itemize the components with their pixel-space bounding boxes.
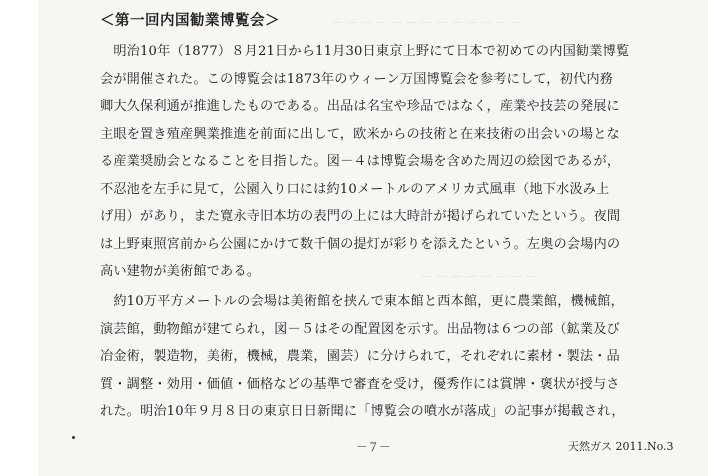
text-line: げ用）があり，また寛永寺旧本坊の表門の上には大時計が掲げられていたという。夜間: [100, 209, 621, 224]
text-line: 主眼を置き殖産興業推進を前面に出して，欧米からの技術と在来技術の出会いの場とな: [100, 126, 620, 142]
page-margin-strip: [0, 0, 38, 476]
text-line: 卿大久保利通が推進したものである。出品は名宝や珍品ではなく，産業や技芸の発展に: [100, 99, 620, 114]
text-line: 会が開催された。この博覧会は1873年のウィーン万国博覧会を参考にして，初代内務: [100, 71, 613, 87]
scan-speck: [72, 436, 75, 439]
section-heading: ＜第一回内国勧業博覧会＞: [100, 12, 280, 29]
text-line: 高い建物が美術館である。: [100, 264, 261, 279]
text-line: れた。明治10年９月８日の東京日日新聞に「博覧会の噴水が落成」の記事が掲載され，: [100, 404, 625, 419]
text-line: 不忍池を左手に見て，公園入り口には約10メートルのアメリカ式風車（地下水汲み上: [100, 181, 610, 197]
text-line: 明治10年（1877）８月21日から11月30日東京上野にて日本で初めての内国勧業博覧: [100, 44, 630, 59]
page-number: －７－: [356, 440, 391, 454]
text-line: 冶金術，製造物，美術，機械，農業，園芸）に分けられて，それぞれに素材・製法・品: [100, 349, 620, 364]
journal-footer: 天然ガス 2011.No.3: [568, 440, 674, 453]
text-line: る産業奨励会となることを目指した。図－４は博覧会場を含めた周辺の絵図であるが，: [100, 154, 621, 169]
text-line: 演芸館，動物館が建てられ，図－５はその配置図を示す。出品物は６つの部（鉱業及び: [100, 321, 620, 337]
text-line: 約10万平方メートルの会場は美術館を挟んで東本館と西本館，更に農業館，機械館，: [100, 294, 624, 309]
show-through-text: ーーーーーーーーーーーーー: [330, 16, 526, 31]
text-line: 質・調整・効用・価値・価格などの基準で審査を受け，優秀作には賞牌・褒状が授与さ: [100, 376, 620, 392]
show-through-text: ーーーーーーーー: [420, 270, 541, 285]
text-line: は上野東照宮前から公園にかけて数千個の提灯が彩りを添えたという。左奥の会場内の: [100, 236, 621, 252]
